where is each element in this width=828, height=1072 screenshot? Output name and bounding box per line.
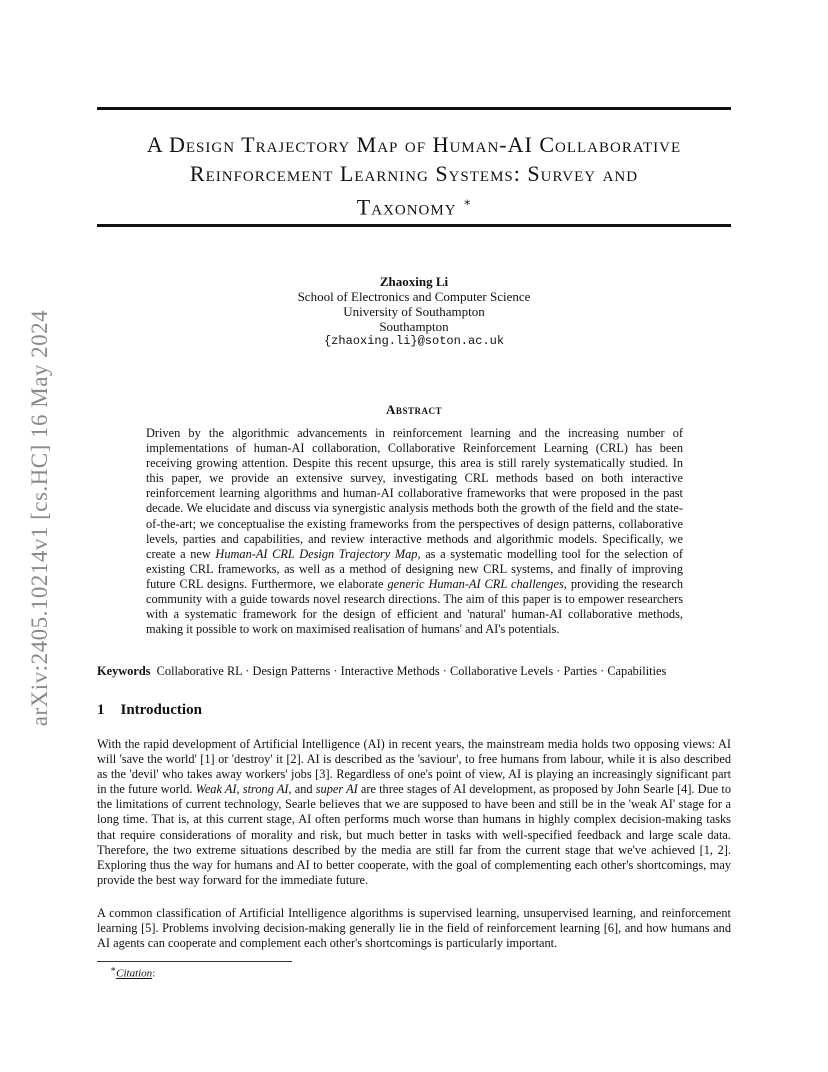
- footnote-rule: [97, 961, 292, 962]
- footnote-citation-link[interactable]: Citation: [116, 967, 153, 980]
- para1-em-strong-ai: strong AI: [242, 782, 289, 797]
- keywords-line: [97, 664, 737, 679]
- title-footnote-mark: ∗: [463, 195, 472, 209]
- footnote-colon: :: [152, 967, 156, 980]
- abstract-text-b: , as a systematic modelling tool for the selection of existing CRL frameworks, as well as a method of designing new CRL systems, and finally of improving future CRL designs. Furthermore, we elaborate: [146, 546, 684, 591]
- para2-text: A common classification of Artificial Intelligence algorithms is supervised learning, unsupervised learning, and reinforcement learning [5]. Problems involving decision-making generally lie in the field of reinforcement learning [6], and how humans and AI agents can cooperate and complement each other's shortcomings is particularly important.: [97, 906, 731, 951]
- section-heading: [97, 702, 202, 719]
- author-school: School of Electronics and Computer Science: [297, 289, 531, 304]
- section-title: Introduction: [120, 702, 202, 718]
- top-rule: [97, 107, 731, 110]
- title-line-1: A Design Trajectory Map of Human-AI Collaborative: [146, 132, 682, 157]
- author-city: Southampton: [379, 319, 449, 334]
- author-block: [0, 274, 828, 349]
- abstract-emphasis-a: Human-AI CRL Design Trajectory Map: [215, 546, 418, 561]
- para1-text-a: With the rapid development of Artificial Intelligence (AI) in recent years, the mainstream media holds two opposing views: AI will 'save the world' [1] or 'destroy' it [2]. AI is described as the 'saviour', to free humans from labour, while it is also described as the 'devil' who takes away workers' jobs [3]. Regardless of one's point of view, AI is playing an increasingly significant part in the future world.: [97, 737, 731, 797]
- abstract-body: [146, 426, 683, 637]
- section-number: 1: [97, 702, 105, 718]
- author-email[interactable]: {zhaoxing.li}@soton.ac.uk: [323, 334, 505, 348]
- intro-paragraph-2: [97, 906, 731, 951]
- intro-paragraph-1: [97, 737, 731, 888]
- abstract-emphasis-b: generic Human-AI CRL challenges: [387, 576, 564, 591]
- abstract-heading: Abstract: [386, 402, 442, 417]
- para1-text-b: ,: [236, 782, 243, 797]
- title-line-3-text: Taxonomy: [356, 194, 457, 220]
- para1-text-d: are three stages of AI development, as proposed by John Searle [4]. Due to the limitations of current technology, Searle believes that we are supposed to have been and still be in the 'weak AI' stage for a long time. That is, at this current stage, AI often performs much worse than humans in highly complex decision-making tasks that require considerations of morality and risk, but much better in tasks with well-specified feedback and large scale data. Therefore, the two extreme situations described by the media are still far from the current stage that we've achieved [1, 2]. Exploring thus the way for humans and AI to better cooperate, with the goal of complementing each other's shortcomings, may provide the best way forward for the immediate future.: [97, 782, 731, 887]
- arxiv-sidebar-stamp: arXiv:2405.10214v1 [cs.HC] 16 May 2024: [27, 309, 52, 727]
- title-line-3: [97, 188, 731, 221]
- author-name: Zhaoxing Li: [379, 274, 449, 289]
- author-university: University of Southampton: [343, 304, 485, 319]
- bottom-title-rule: [97, 224, 731, 227]
- title-line-2: Reinforcement Learning Systems: Survey and: [189, 161, 639, 186]
- keywords-text: Collaborative RL · Design Patterns · Interactive Methods · Collaborative Levels · Parties · Capabilities: [156, 664, 667, 678]
- abstract-text-a: Driven by the algorithmic advancements in reinforcement learning and the increasing number of implementations of human-AI collaboration, Collaborative Reinforcement Learning (CRL) has been receiving growing attention. Despite this recent upsurge, this area is still rarely systematically studied. In this paper, we provide an extensive survey, investigating CRL methods based on both interactive reinforcement learning algorithms and human-AI collaborative frameworks that were proposed in the past decade. We elucidate and discuss via synergistic analysis methods both the growth of the field and the state-of-the-art; we conceptualise the existing frameworks from the perspectives of design patterns, collaborative levels, parties and capabilities, and review interactive methods and algorithmic models. Specifically, we create a new: [146, 426, 683, 561]
- abstract-text-c: , providing the research community with a guide towards novel research directions. The aim of this paper is to empower researchers with a systematic framework for the design of efficient and 'natural' human-AI collaborative methods, making it possible to work on maximised realisation of humans' and AI's potentials.: [146, 576, 683, 637]
- para1-text-c: , and: [288, 782, 316, 797]
- paper-title: [97, 130, 731, 221]
- footnote: [110, 964, 155, 980]
- keywords-label: Keywords: [97, 664, 151, 678]
- para1-em-super-ai: super AI: [315, 782, 358, 797]
- footnote-mark: ∗: [110, 964, 117, 974]
- para1-em-weak-ai: Weak AI: [195, 782, 237, 797]
